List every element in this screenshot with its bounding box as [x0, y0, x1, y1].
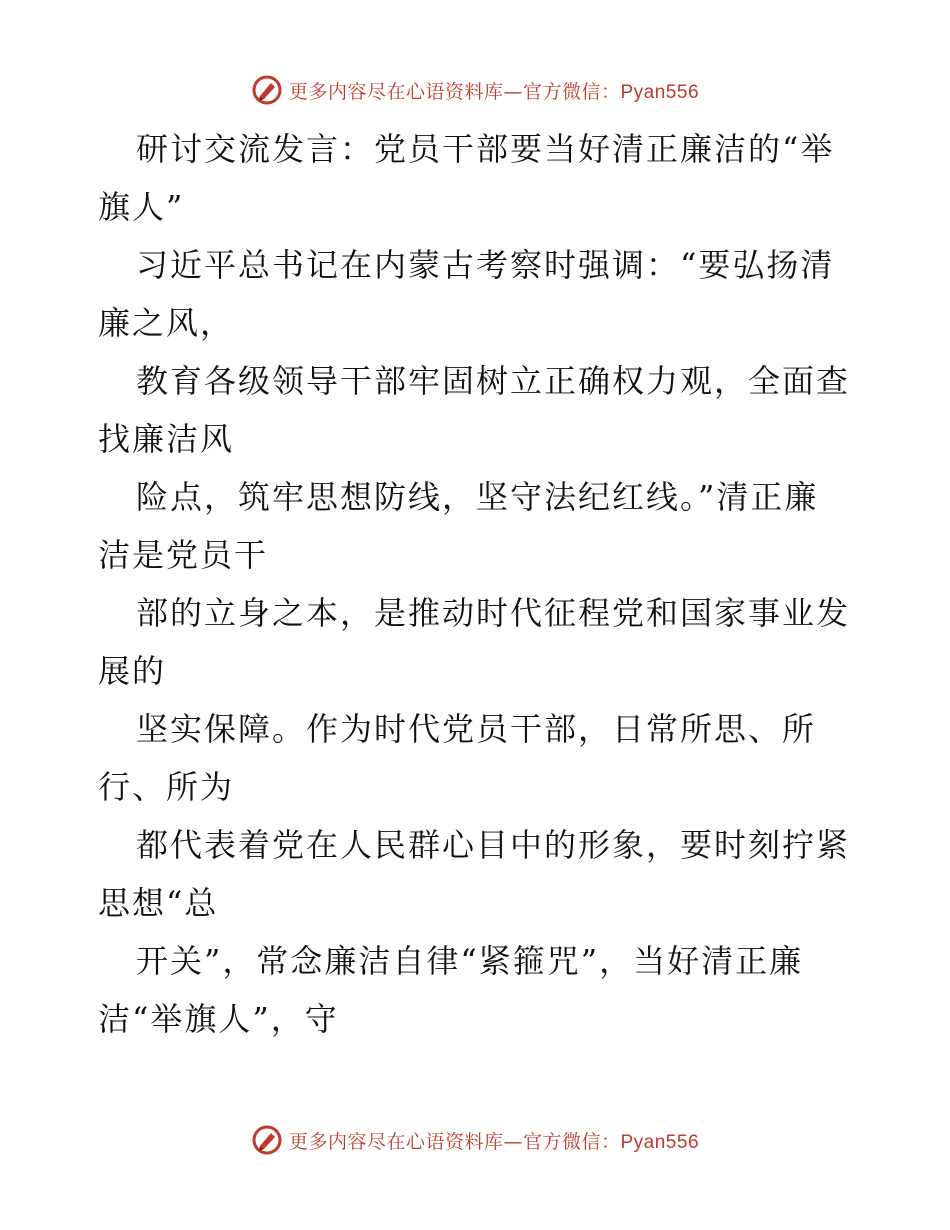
document-line: 思想“总 [98, 884, 219, 922]
watermark-id: Pyan556 [620, 81, 700, 103]
document-line: 都代表着党在人民群心目中的形象，要时刻拧紧 [136, 826, 851, 864]
header-watermark [0, 70, 950, 110]
footer-watermark [0, 1120, 950, 1160]
document-line: 旗人” [98, 188, 185, 226]
document-line: 开关”，常念廉洁自律“紧箍咒”，当好清正廉 [136, 942, 804, 980]
document-line: 廉之风， [98, 304, 235, 342]
red-seal-pen-icon [251, 1124, 283, 1156]
watermark-text: 更多内容尽在心语资料库—官方微信： [288, 80, 621, 103]
document-line: 洁是党员干 [98, 536, 269, 574]
document-line: 洁“举旗人”，守 [98, 1000, 339, 1038]
watermark-id: Pyan556 [620, 1131, 700, 1153]
document-line: 研讨交流发言：党员干部要当好清正廉洁的“举 [136, 130, 835, 168]
document-line: 教育各级领导干部牢固树立正确权力观，全面查 [136, 362, 851, 400]
document-body [98, 120, 858, 1048]
document-line: 展的 [98, 652, 167, 690]
document-line: 找廉洁风 [98, 420, 235, 458]
red-seal-pen-icon [251, 74, 283, 106]
document-line: 部的立身之本，是推动时代征程党和国家事业发 [136, 594, 851, 632]
document-line: 险点，筑牢思想防线，坚守法纪红线。”清正廉 [136, 478, 819, 516]
document-line: 行、所为 [98, 768, 235, 806]
watermark-text: 更多内容尽在心语资料库—官方微信： [288, 1130, 621, 1153]
document-line: 习近平总书记在内蒙古考察时强调：“要弘扬清 [136, 246, 835, 284]
document-line: 坚实保障。作为时代党员干部，日常所思、所 [136, 710, 817, 748]
